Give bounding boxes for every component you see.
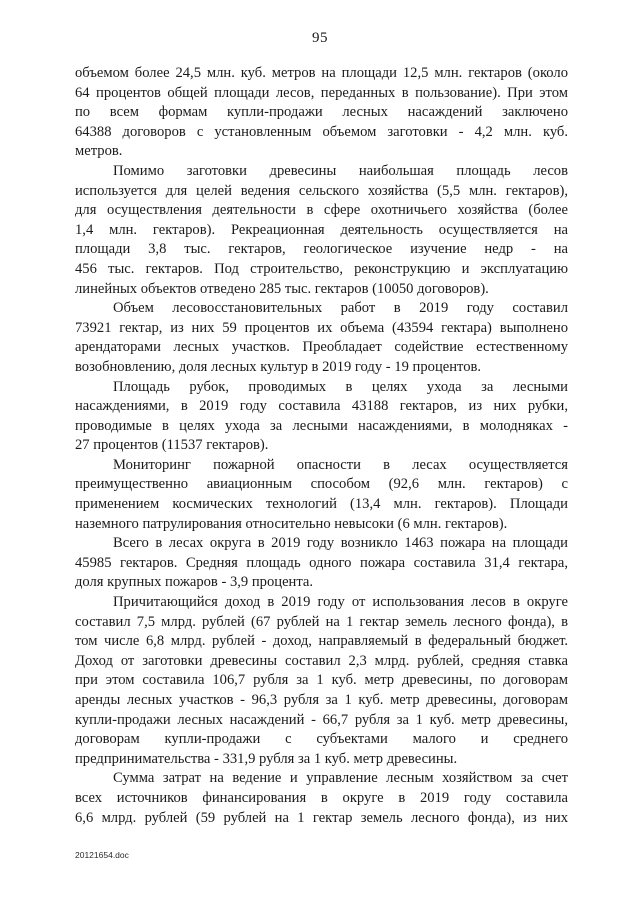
page-number: 95 — [312, 30, 328, 46]
text-line: всех источников финансирования в округе в 2019 году составила — [75, 789, 568, 806]
text-line: Всего в лесах округа в 2019 году возникло 1463 пожара на площади — [113, 535, 568, 552]
text-line: 45985 гектаров. Средняя площадь одного пожара составила 31,4 гектара, — [75, 554, 568, 571]
text-line: при этом составила 106,7 рубля за 1 куб. метр древесины, по договорам — [75, 672, 568, 689]
text-line: 456 тыс. гектаров. Под строительство, реконструкцию и эксплуатацию — [75, 260, 568, 277]
text-line: по всем формам купли-продажи лесных насаждений заключено — [75, 104, 568, 121]
text-line: 73921 гектар, из них 59 процентов их объема (43594 гектара) выполнено — [75, 319, 568, 336]
body-text — [75, 64, 568, 828]
text-line: купли-продажи лесных насаждений - 66,7 рубля за 1 куб. метр древесины, — [75, 711, 568, 728]
text-line: договорам купли-продажи с субъектами малого и среднего — [75, 731, 568, 748]
text-line: аренды лесных участков - 96,3 рубля за 1 куб. метр древесины, договорам — [75, 692, 568, 708]
text-line: Причитающийся доход в 2019 году от использования лесов в округе — [113, 594, 568, 611]
text-line: для осуществления деятельности в сфере охотничьего хозяйства (более — [75, 202, 568, 219]
text-line: Сумма затрат на ведение и управление лесным хозяйством за счет — [113, 770, 568, 787]
text-line: Мониторинг пожарной опасности в лесах осуществляется — [113, 456, 568, 473]
text-line: насаждениями, в 2019 году составила 43188 гектаров, из них рубки, — [75, 398, 568, 415]
text-line: метров. — [75, 143, 123, 160]
text-line: 64 процентов общей площади лесов, переданных в пользование). При этом — [75, 84, 568, 101]
document-filename: 20121654.doc — [75, 850, 129, 860]
text-line: Помимо заготовки древесины наибольшая площадь лесов — [113, 162, 568, 179]
text-line: 64388 договоров с установленным объемом заготовки - 4,2 млн. куб. — [75, 123, 568, 140]
text-line: Доход от заготовки древесины составил 2,3 млрд. рублей, средняя ставка — [75, 652, 568, 669]
text-line: возобновлению, доля лесных культур в 2019 году - 19 процентов. — [75, 358, 482, 375]
text-line: том числе 6,8 млрд. рублей - доход, направляемый в федеральный бюджет. — [75, 633, 568, 650]
text-line: арендаторами лесных участков. Преобладает содействие естественному — [75, 339, 568, 356]
text-line: Площадь рубок, проводимых в целях ухода за лесными — [113, 378, 568, 395]
text-line: применением космических технологий (13,4 млн. гектаров). Площади — [75, 496, 568, 513]
text-line: Объем лесовосстановительных работ в 2019 году составил — [113, 300, 568, 317]
text-line: преимущественно авиационным способом (92,6 млн. гектаров) с — [75, 476, 568, 493]
text-line: составил 7,5 млрд. рублей (67 рублей на 1 гектар земель лесного фонда), в — [75, 613, 568, 630]
text-line: 1,4 млн. гектаров). Рекреационная деятельность осуществляется на — [75, 221, 568, 238]
text-line: наземного патрулирования относительно невысоки (6 млн. гектаров). — [75, 515, 508, 532]
text-line: линейных объектов отведено 285 тыс. гектаров (10050 договоров). — [75, 280, 489, 297]
text-line: используется для целей ведения сельского хозяйства (5,5 млн. гектаров), — [75, 182, 568, 199]
text-line: 27 процентов (11537 гектаров). — [75, 437, 269, 454]
text-line: площади 3,8 тыс. гектаров, геологическое изучение недр - на — [75, 241, 568, 258]
text-line: доля крупных пожаров - 3,9 процента. — [75, 574, 314, 591]
text-line: 6,6 млрд. рублей (59 рублей на 1 гектар земель лесного фонда), из них — [75, 809, 568, 826]
text-line: предпринимательства - 331,9 рубля за 1 куб. метр древесины. — [75, 750, 458, 767]
text-line: объемом более 24,5 млн. куб. метров на площади 12,5 млн. гектаров (около — [75, 65, 568, 81]
text-line: проводимые в целях ухода за лесными насаждениями, в молодняках - — [75, 417, 568, 434]
